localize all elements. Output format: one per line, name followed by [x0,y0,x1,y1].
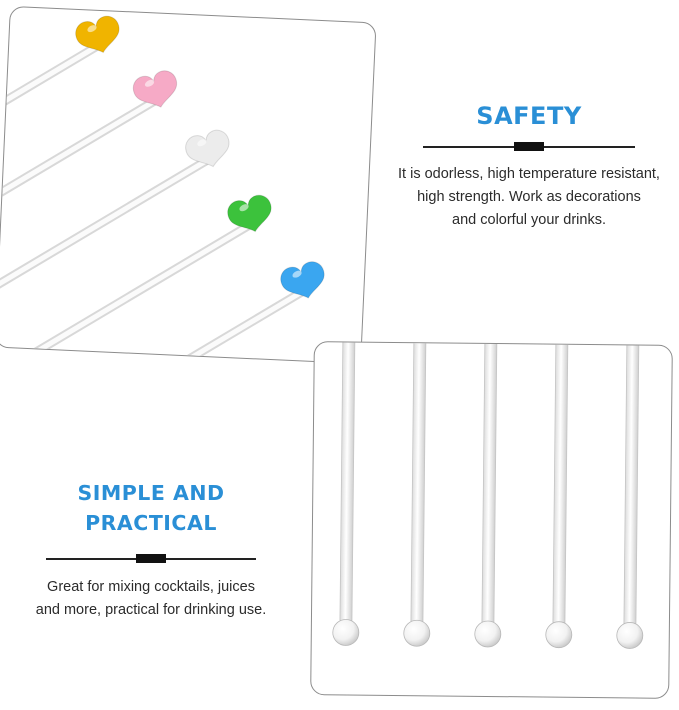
ball-stirrer-rod [482,342,497,622]
simple-practical-divider [46,552,256,566]
ball-stirrer-rod [553,342,568,623]
ball-stirrer-end [475,621,501,647]
safety-title: SAFETY [476,102,582,130]
ball-stirrers-illustration [311,342,672,698]
safety-feature [380,100,678,232]
ball-stirrer-end [404,620,430,646]
ball-stirrer-end [617,622,643,648]
safety-description: It is odorless, high temperature resistant, high strength. Work as decorations and colorful your drinks. [398,166,660,228]
ball-stirrer-end [546,622,572,648]
simple-practical-feature [12,478,290,622]
simple-practical-description: Great for mixing cocktails, juices and more, practical for drinking use. [35,579,267,618]
heart-stirrers-photo [0,6,377,364]
simple-practical-title: SIMPLE AND PRACTICAL [77,481,225,535]
ball-stirrer-rod [340,342,355,620]
ball-stirrer-end [333,619,359,645]
ball-stirrers-photo [310,341,673,699]
heart-stirrers-illustration [0,7,376,363]
ball-stirrer-rod [624,342,639,623]
safety-divider [423,140,635,154]
ball-stirrer-rod [411,342,426,621]
